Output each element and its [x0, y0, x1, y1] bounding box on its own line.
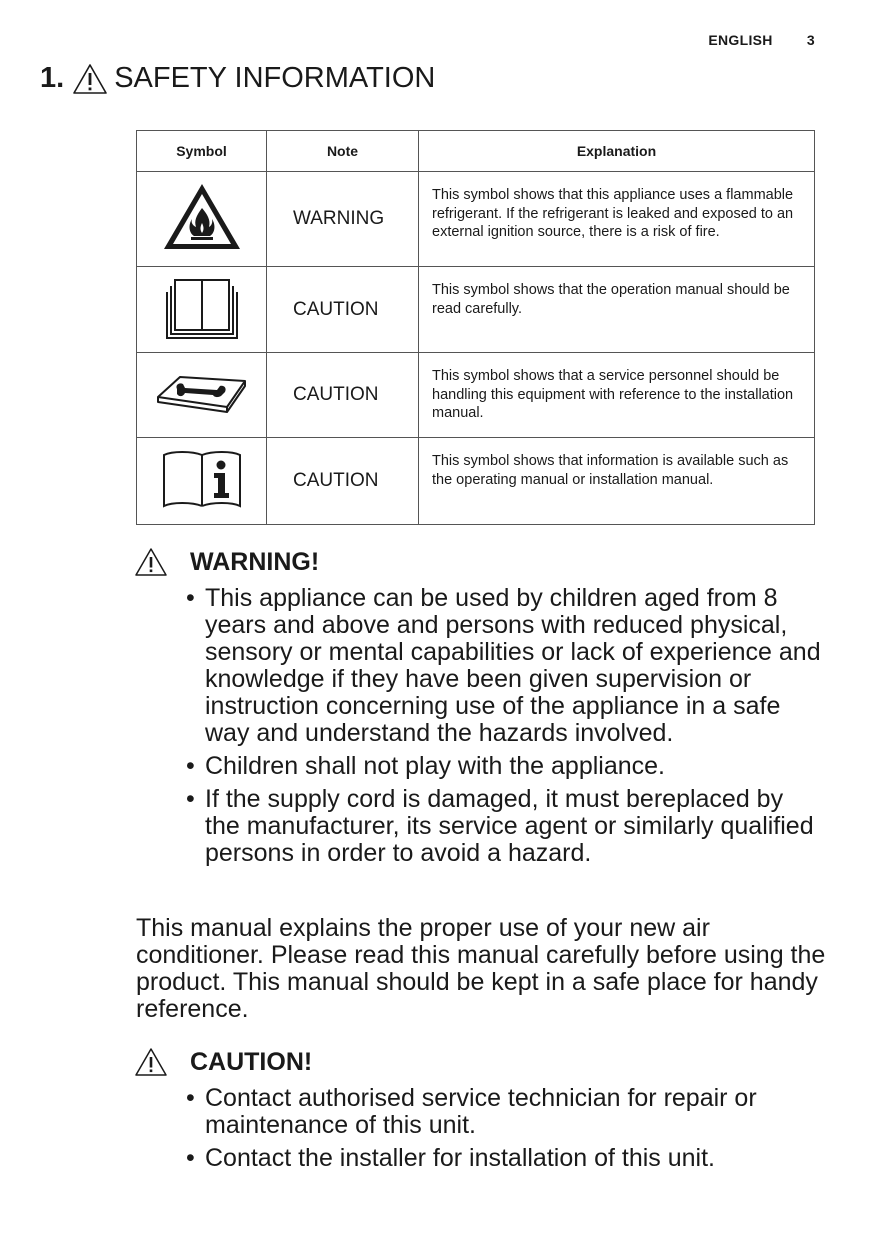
- intro-paragraph: This manual explains the proper use of your new air conditioner. Please read this manual carefully before using the product. This manual should be kept in a safe place for handy reference.: [136, 914, 826, 1023]
- column-header: Explanation: [419, 131, 815, 172]
- explanation-text: This symbol shows that a service personnel should be handling this equipment with reference to the installation manual.: [419, 353, 815, 438]
- table-row: [137, 438, 815, 525]
- column-header: Symbol: [137, 131, 267, 172]
- list-item: • Children shall not play with the appliance.: [186, 753, 824, 780]
- warning-triangle-icon: [134, 1047, 168, 1077]
- note-label: WARNING: [267, 172, 419, 267]
- page-header: [708, 32, 815, 48]
- warning-block: [134, 545, 824, 867]
- language-label: ENGLISH: [708, 32, 773, 48]
- list-item: • Contact the installer for installation of this unit.: [186, 1145, 824, 1172]
- table-row: [137, 172, 815, 267]
- note-label: CAUTION: [267, 353, 419, 438]
- operation-manual-icon: [163, 274, 241, 340]
- note-label: CAUTION: [267, 267, 419, 353]
- table-header-row: [137, 131, 815, 172]
- note-label: CAUTION: [267, 438, 419, 525]
- explanation-text: This symbol shows that the operation manual should be read carefully.: [419, 267, 815, 353]
- service-manual-icon: [155, 367, 249, 419]
- symbol-table: [136, 130, 815, 525]
- explanation-text: This symbol shows that information is available such as the operating manual or installation manual.: [419, 438, 815, 525]
- warning-title: WARNING!: [190, 547, 320, 576]
- section-title-text: SAFETY INFORMATION: [114, 62, 436, 94]
- warning-triangle-icon: [72, 63, 108, 95]
- flammable-warning-icon: [161, 181, 243, 253]
- list-item: • Contact authorised service technician for repair or maintenance of this unit.: [186, 1085, 824, 1139]
- warning-list: [134, 585, 824, 867]
- column-header: Note: [267, 131, 419, 172]
- warning-triangle-icon: [134, 547, 168, 577]
- table-row: [137, 267, 815, 353]
- section-number: 1.: [40, 62, 65, 94]
- caution-list: [134, 1085, 824, 1172]
- section-title: [40, 62, 435, 95]
- caution-block: [134, 1045, 824, 1172]
- page-number: 3: [806, 32, 815, 48]
- explanation-text: This symbol shows that this appliance uses a flammable refrigerant. If the refrigerant is leaked and exposed to an external ignition source, there is a risk of fire.: [419, 172, 815, 267]
- list-item: • If the supply cord is damaged, it must bereplaced by the manufacturer, its service agent or similarly qualified persons in order to avoid a hazard.: [186, 786, 824, 867]
- caution-title: CAUTION!: [190, 1047, 313, 1076]
- table-row: [137, 353, 815, 438]
- list-item: • This appliance can be used by children aged from 8 years and above and persons with reduced physical, sensory or mental capabilities or lack of experience and knowledge if they have been given supervision or instruction concerning use of the appliance in a safe way and understand the hazards involved.: [186, 585, 824, 747]
- info-manual-icon: [160, 448, 244, 510]
